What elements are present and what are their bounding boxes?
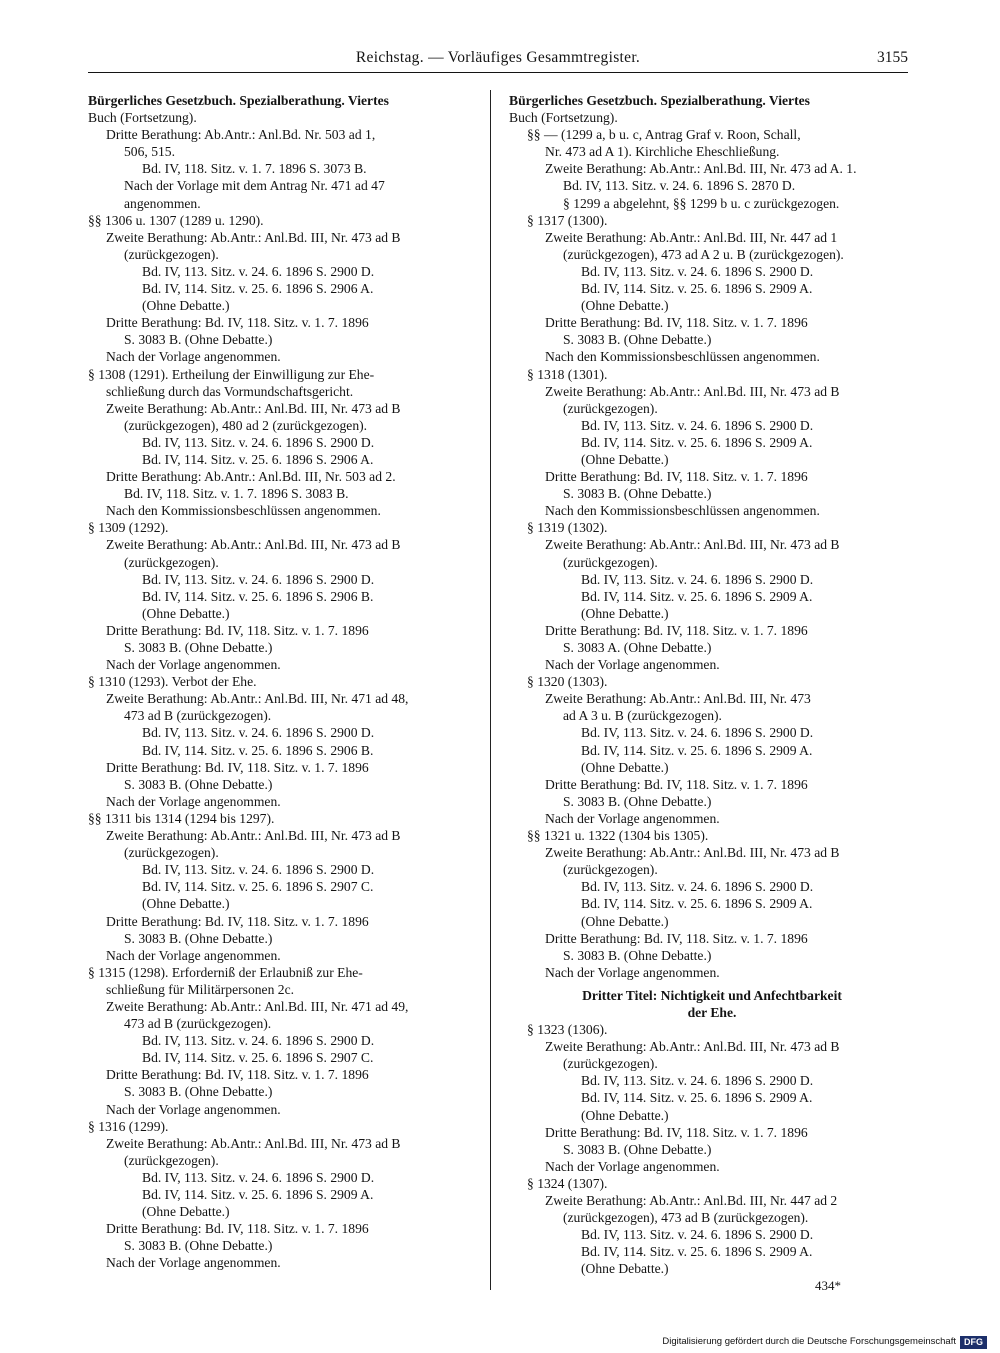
left-column-line: (Ohne Debatte.) (142, 298, 230, 314)
left-column-line: Bürgerliches Gesetzbuch. Spezialberathung. Viertes (88, 93, 389, 108)
left-column-line: Zweite Berathung: Ab.Antr.: Anl.Bd. III, Nr. 473 ad B (106, 400, 401, 416)
right-column-line: (Ohne Debatte.) (581, 1261, 669, 1277)
left-column-line: S. 3083 B. (Ohne Debatte.) (124, 640, 273, 655)
right-column-line: Zweite Berathung: Ab.Antr.: Anl.Bd. III, Nr. 473 ad A. 1. (545, 161, 857, 177)
right-column-line: der Ehe. (687, 1004, 737, 1020)
right-column-line: Dritte Berathung: Bd. IV, 118. Sitz. v. 1. 7. 1896 (545, 1124, 808, 1140)
right-column-line: Dritte Berathung: Bd. IV, 118. Sitz. v. 1. 7. 1896 (545, 622, 808, 638)
left-column-line: Bd. IV, 114. Sitz. v. 25. 6. 1896 S. 2906 A. (142, 451, 374, 467)
left-column-line: Zweite Berathung: Ab.Antr.: Anl.Bd. III, Nr. 471 ad 48, (106, 691, 409, 707)
left-column-line: (zurückgezogen), 480 ad 2 (zurückgezogen). (124, 417, 368, 433)
page-number: 3155 (877, 49, 908, 66)
left-column-line: Nach der Vorlage mit dem Antrag Nr. 471 ad 47 (124, 178, 385, 194)
right-column-line: Bd. IV, 113. Sitz. v. 24. 6. 1896 S. 2900 D. (581, 417, 814, 433)
right-column-line: Dritter Titel: Nichtigkeit und Anfechtbarkeit (582, 987, 842, 1003)
right-column-line: Nr. 473 ad A 1). Kirchliche Eheschließung. (545, 144, 780, 160)
right-column-line: Bd. IV, 113. Sitz. v. 24. 6. 1896 S. 2900 D. (581, 1073, 814, 1089)
right-column-line: Bd. IV, 113. Sitz. v. 24. 6. 1896 S. 2900 D. (581, 1227, 814, 1243)
left-column-line: Dritte Berathung: Bd. IV, 118. Sitz. v. 1. 7. 1896 (106, 622, 369, 638)
left-column-line: Dritte Berathung: Ab.Antr.: Anl.Bd. Nr. 503 ad 1, (106, 127, 376, 143)
right-column-line: §§ — (1299 a, b u. c, Antrag Graf v. Roon, Schall, (527, 127, 801, 143)
left-column-line: Zweite Berathung: Ab.Antr.: Anl.Bd. III, Nr. 473 ad B (106, 1135, 401, 1151)
right-column-line: § 1323 (1306). (527, 1022, 608, 1038)
left-column-line: Dritte Berathung: Bd. IV, 118. Sitz. v. 1. 7. 1896 (106, 1221, 369, 1237)
right-column-line: ad A 3 u. B (zurückgezogen). (563, 708, 722, 724)
footer-text: Digitalisierung gefördert durch die Deutsche Forschungsgemeinschaft (662, 1336, 956, 1347)
left-column-line: Bd. IV, 113. Sitz. v. 24. 6. 1896 S. 2900 D. (142, 434, 375, 450)
right-column-line: Nach der Vorlage angenommen. (545, 810, 720, 826)
right-column-line: (Ohne Debatte.) (581, 913, 669, 929)
left-column-line: S. 3083 B. (Ohne Debatte.) (124, 1084, 273, 1100)
left-column-line: Zweite Berathung: Ab.Antr.: Anl.Bd. III, Nr. 473 ad B (106, 229, 401, 245)
right-column-line: Nach den Kommissionsbeschlüssen angenommen. (545, 349, 820, 365)
right-column-line: (zurückgezogen), 473 ad B (zurückgezogen). (563, 1210, 809, 1226)
left-column (88, 92, 484, 1271)
right-column-line: Bd. IV, 113. Sitz. v. 24. 6. 1896 S. 2900 D. (581, 725, 814, 741)
left-column-line: (zurückgezogen). (124, 554, 219, 570)
right-column-line: § 1318 (1301). (527, 366, 608, 382)
left-column-line: Zweite Berathung: Ab.Antr.: Anl.Bd. III, Nr. 473 ad B (106, 828, 401, 844)
left-column-line: Nach den Kommissionsbeschlüssen angenommen. (106, 503, 381, 519)
right-column-line: Zweite Berathung: Ab.Antr.: Anl.Bd. III, Nr. 473 ad B (545, 1039, 840, 1055)
right-column-line: S. 3083 A. (Ohne Debatte.) (563, 640, 712, 655)
left-column-line: Bd. IV, 118. Sitz. v. 1. 7. 1896 S. 3083 B. (124, 486, 349, 502)
left-column-line: § 1315 (1298). Erforderniß der Erlaubniß zur Ehe- (88, 964, 363, 980)
left-column-line: Nach der Vorlage angenommen. (106, 657, 281, 673)
right-column-line: (Ohne Debatte.) (581, 1107, 669, 1123)
left-column-line: § 1308 (1291). Ertheilung der Einwilligung zur Ehe- (88, 366, 375, 382)
right-column-line: §§ 1321 u. 1322 (1304 bis 1305). (527, 828, 709, 844)
right-column-line: Zweite Berathung: Ab.Antr.: Anl.Bd. III, Nr. 473 ad B (545, 845, 840, 861)
left-column-line: Bd. IV, 113. Sitz. v. 24. 6. 1896 S. 2900 D. (142, 263, 375, 279)
left-column-line: 473 ad B (zurückgezogen). (124, 1016, 272, 1032)
sheet-signature: 434* (815, 1278, 841, 1293)
right-column-line: § 1320 (1303). (527, 674, 608, 690)
left-column-line: Dritte Berathung: Bd. IV, 118. Sitz. v. 1. 7. 1896 (106, 1067, 369, 1083)
right-column-line: § 1319 (1302). (527, 520, 608, 536)
right-column-line: § 1299 a abgelehnt, §§ 1299 b u. c zurückgezogen. (563, 195, 840, 211)
left-column-line: (Ohne Debatte.) (142, 1204, 230, 1220)
left-column-line: § 1316 (1299). (88, 1118, 169, 1134)
right-column-line: Zweite Berathung: Ab.Antr.: Anl.Bd. III, Nr. 473 ad B (545, 537, 840, 553)
left-column-line: Buch (Fortsetzung). (88, 110, 197, 126)
right-column-line: S. 3083 B. (Ohne Debatte.) (563, 793, 712, 809)
right-column-line: § 1317 (1300). (527, 212, 608, 228)
left-column-line: Bd. IV, 114. Sitz. v. 25. 6. 1896 S. 2906 A. (142, 281, 374, 297)
right-column-line: Bd. IV, 114. Sitz. v. 25. 6. 1896 S. 2909 A. (581, 1090, 813, 1106)
right-column-line: Dritte Berathung: Bd. IV, 118. Sitz. v. 1. 7. 1896 (545, 776, 808, 792)
left-column-line: S. 3083 B. (Ohne Debatte.) (124, 930, 273, 946)
dfg-logo: DFG (960, 1336, 987, 1349)
left-column-line: § 1310 (1293). Verbot der Ehe. (88, 674, 257, 690)
right-column-line: Bürgerliches Gesetzbuch. Spezialberathung. Viertes (509, 93, 810, 108)
right-column-line: S. 3083 B. (Ohne Debatte.) (563, 947, 712, 963)
left-column-line: S. 3083 B. (Ohne Debatte.) (124, 776, 273, 792)
header-title: Reichstag. — Vorläufiges Gesammtregister. (355, 49, 641, 66)
left-column-line: Bd. IV, 114. Sitz. v. 25. 6. 1896 S. 2906 B. (142, 742, 374, 758)
right-column-line: Bd. IV, 114. Sitz. v. 25. 6. 1896 S. 2909 A. (581, 281, 813, 297)
right-column-line: Dritte Berathung: Bd. IV, 118. Sitz. v. 1. 7. 1896 (545, 469, 808, 485)
left-column-line: Dritte Berathung: Ab.Antr.: Anl.Bd. III, Nr. 503 ad 2. (106, 469, 396, 485)
left-column-line: 473 ad B (zurückgezogen). (124, 708, 272, 724)
left-column-line: §§ 1306 u. 1307 (1289 u. 1290). (88, 212, 264, 228)
left-column-line: Zweite Berathung: Ab.Antr.: Anl.Bd. III, Nr. 473 ad B (106, 537, 401, 553)
left-column-line: S. 3083 B. (Ohne Debatte.) (124, 332, 273, 348)
left-column-line: Nach der Vorlage angenommen. (106, 1255, 281, 1271)
right-column-line: S. 3083 B. (Ohne Debatte.) (563, 486, 712, 502)
left-column-line: Nach der Vorlage angenommen. (106, 1101, 281, 1117)
right-column-line: Bd. IV, 113. Sitz. v. 24. 6. 1896 S. 2900 D. (581, 263, 814, 279)
right-column-line: Nach der Vorlage angenommen. (545, 964, 720, 980)
right-column-line: Bd. IV, 114. Sitz. v. 25. 6. 1896 S. 2909 A. (581, 588, 813, 604)
left-column-line: Bd. IV, 114. Sitz. v. 25. 6. 1896 S. 2909 A. (142, 1187, 374, 1202)
left-column-line: Bd. IV, 113. Sitz. v. 24. 6. 1896 S. 2900 D. (142, 571, 375, 587)
left-column-line: schließung für Militärpersonen 2c. (106, 981, 294, 997)
left-column-line: schließung durch das Vormundschaftsgericht. (106, 383, 354, 399)
left-column-line: Nach der Vorlage angenommen. (106, 947, 281, 963)
right-column-line: Bd. IV, 114. Sitz. v. 25. 6. 1896 S. 2909 A. (581, 896, 813, 912)
right-column-line: Bd. IV, 113. Sitz. v. 24. 6. 1896 S. 2900 D. (581, 571, 814, 587)
right-column-line: Zweite Berathung: Ab.Antr.: Anl.Bd. III, Nr. 447 ad 1 (545, 229, 838, 245)
left-column-line: Dritte Berathung: Bd. IV, 118. Sitz. v. 1. 7. 1896 (106, 315, 369, 331)
running-header (88, 46, 908, 73)
right-column-line: S. 3083 B. (Ohne Debatte.) (563, 1141, 712, 1157)
left-column-line: Nach der Vorlage angenommen. (106, 349, 281, 365)
right-column-line: Bd. IV, 114. Sitz. v. 25. 6. 1896 S. 2909 A. (581, 434, 813, 450)
right-column-line: Nach den Kommissionsbeschlüssen angenommen. (545, 503, 820, 519)
right-column-line: Zweite Berathung: Ab.Antr.: Anl.Bd. III, Nr. 473 ad B (545, 383, 840, 399)
right-column-line: (zurückgezogen). (563, 400, 658, 416)
right-column-line: (zurückgezogen). (563, 1056, 658, 1072)
right-column-line: Buch (Fortsetzung). (509, 110, 618, 126)
right-column-line: (zurückgezogen). (563, 862, 658, 878)
right-column-line: (Ohne Debatte.) (581, 759, 669, 775)
left-column-line: Bd. IV, 118. Sitz. v. 1. 7. 1896 S. 3073 B. (142, 161, 367, 177)
left-column-line: Bd. IV, 114. Sitz. v. 25. 6. 1896 S. 2907 C. (142, 879, 374, 895)
left-column-line: Zweite Berathung: Ab.Antr.: Anl.Bd. III, Nr. 471 ad 49, (106, 998, 409, 1014)
left-column-line: Bd. IV, 114. Sitz. v. 25. 6. 1896 S. 2907 C. (142, 1050, 374, 1066)
left-column-line: Bd. IV, 113. Sitz. v. 24. 6. 1896 S. 2900 D. (142, 862, 375, 878)
right-column-line: Nach der Vorlage angenommen. (545, 657, 720, 673)
left-column-line: S. 3083 B. (Ohne Debatte.) (124, 1238, 273, 1254)
left-column-line: (zurückgezogen). (124, 246, 219, 262)
left-column-line: Bd. IV, 114. Sitz. v. 25. 6. 1896 S. 2906 B. (142, 588, 374, 604)
left-column-line: Bd. IV, 113. Sitz. v. 24. 6. 1896 S. 2900 D. (142, 1169, 375, 1185)
right-column-line: Dritte Berathung: Bd. IV, 118. Sitz. v. 1. 7. 1896 (545, 930, 808, 946)
left-column-line: Bd. IV, 113. Sitz. v. 24. 6. 1896 S. 2900 D. (142, 1033, 375, 1049)
left-column-line: (zurückgezogen). (124, 1152, 219, 1168)
right-column-line: S. 3083 B. (Ohne Debatte.) (563, 332, 712, 348)
left-column-line: (Ohne Debatte.) (142, 605, 230, 621)
right-column-line: § 1324 (1307). (527, 1175, 608, 1191)
left-column-line: (zurückgezogen). (124, 845, 219, 861)
right-column-line: (zurückgezogen), 473 ad A 2 u. B (zurückgezogen). (563, 246, 844, 262)
left-column-line: §§ 1311 bis 1314 (1294 bis 1297). (88, 810, 275, 826)
right-column-line: Zweite Berathung: Ab.Antr.: Anl.Bd. III, Nr. 473 (545, 691, 811, 707)
left-column-line: Dritte Berathung: Bd. IV, 118. Sitz. v. 1. 7. 1896 (106, 913, 369, 929)
right-column-line: (zurückgezogen). (563, 554, 658, 570)
right-column (509, 92, 905, 1277)
right-column-line: Bd. IV, 114. Sitz. v. 25. 6. 1896 S. 2909 A. (581, 1244, 813, 1260)
column-divider (490, 90, 491, 1290)
right-column-line: (Ohne Debatte.) (581, 451, 669, 467)
left-column-line: 506, 515. (124, 144, 175, 160)
right-column-line: (Ohne Debatte.) (581, 605, 669, 621)
left-column-line: angenommen. (124, 195, 201, 211)
right-column-line: Bd. IV, 113. Sitz. v. 24. 6. 1896 S. 2900 D. (581, 879, 814, 895)
right-column-line: Nach der Vorlage angenommen. (545, 1158, 720, 1174)
right-column-line: Bd. IV, 113. Sitz. v. 24. 6. 1896 S. 2870 D. (563, 178, 796, 194)
left-column-line: Nach der Vorlage angenommen. (106, 793, 281, 809)
footer-credit (662, 1335, 987, 1349)
right-column-line: Zweite Berathung: Ab.Antr.: Anl.Bd. III, Nr. 447 ad 2 (545, 1193, 838, 1208)
right-column-line: Bd. IV, 114. Sitz. v. 25. 6. 1896 S. 2909 A. (581, 742, 813, 758)
left-column-line: (Ohne Debatte.) (142, 896, 230, 912)
left-column-line: Bd. IV, 113. Sitz. v. 24. 6. 1896 S. 2900 D. (142, 725, 375, 741)
right-column-line: Dritte Berathung: Bd. IV, 118. Sitz. v. 1. 7. 1896 (545, 315, 808, 331)
left-column-line: Dritte Berathung: Bd. IV, 118. Sitz. v. 1. 7. 1896 (106, 759, 369, 775)
left-column-line: § 1309 (1292). (88, 520, 169, 536)
right-column-line: (Ohne Debatte.) (581, 298, 669, 314)
